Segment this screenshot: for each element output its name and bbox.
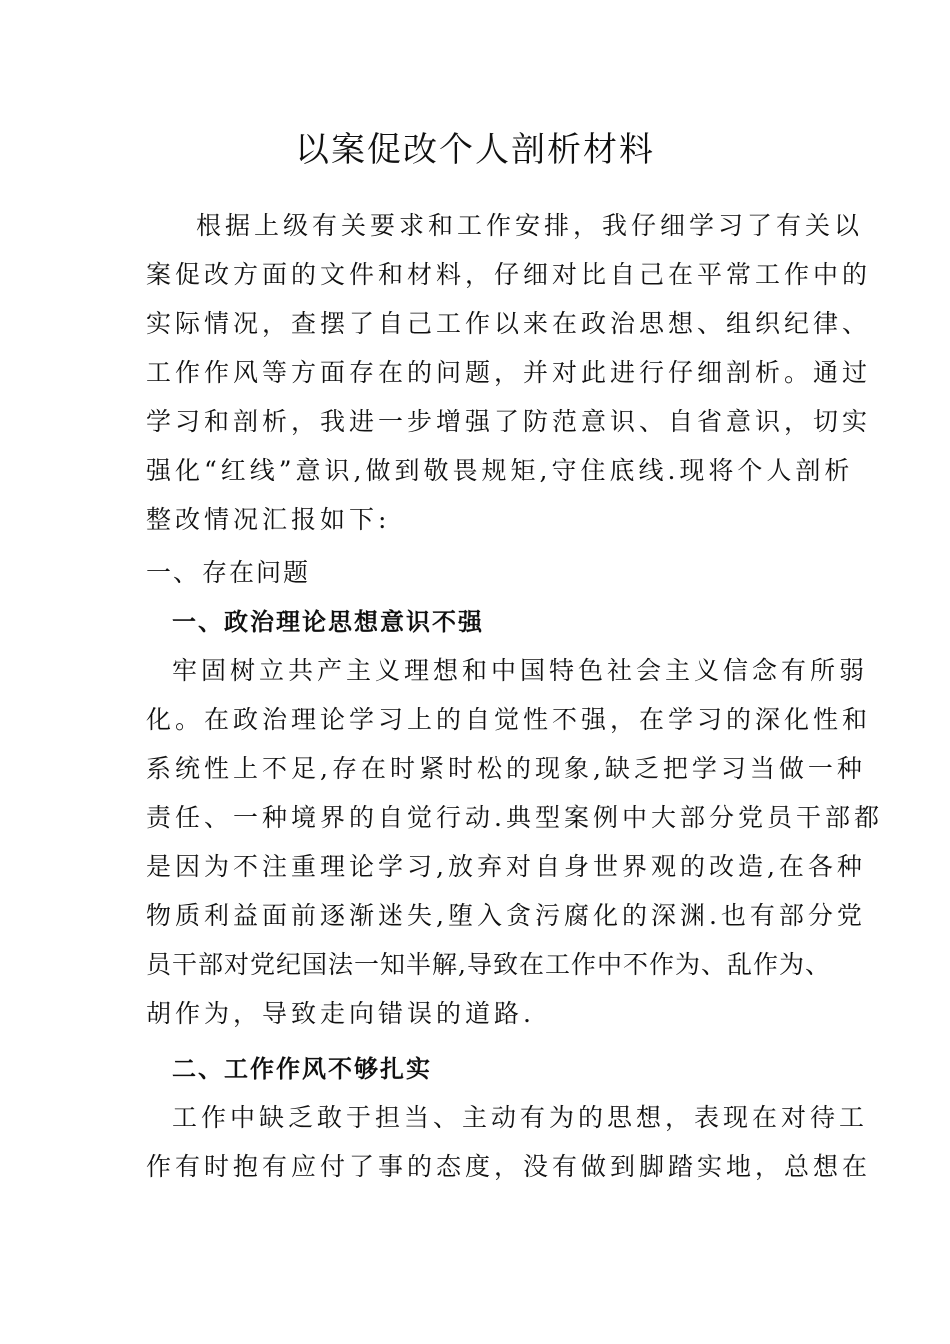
intro-line-2: 案促改方面的文件和材料，仔细对比自己在平常工作中的 (146, 260, 872, 289)
section-number: 一、 (146, 558, 201, 587)
sub1-line-5: 是因为不注重理论学习,放弃对自身世界观的改造,在各种 (146, 852, 866, 881)
sub1-line-1: 牢固树立共产主义理想和中国特色社会主义信念有所弱 (172, 656, 869, 685)
subsection-heading-1: 一、政治理论思想意识不强 (172, 608, 484, 636)
sub1-line-2: 化。在政治理论学习上的自觉性不强，在学习的深化性和 (146, 705, 872, 734)
sub1-line-6: 物质利益面前逐渐迷失,堕入贪污腐化的深渊.也有部分党 (146, 901, 866, 930)
intro-line-5: 学习和剖析，我进一步增强了防范意识、自省意识，切实 (146, 407, 872, 436)
intro-line-1: 根据上级有关要求和工作安排，我仔细学习了有关以 (196, 211, 864, 240)
document-title: 以案促改个人剖析材料 (295, 130, 655, 170)
intro-line-6: 强化“红线”意识,做到敬畏规矩,守住底线.现将个人剖析 (146, 456, 854, 485)
intro-line-7: 整改情况汇报如下: (146, 505, 391, 534)
intro-line-3: 实际情况，查摆了自己工作以来在政治思想、组织纪律、 (146, 309, 872, 338)
section-heading (146, 555, 310, 591)
sub2-line-2: 作有时抱有应付了事的态度，没有做到脚踏实地，总想在 (146, 1152, 872, 1181)
section-title: 存在问题 (202, 558, 311, 587)
intro-line-4: 工作作风等方面存在的问题，并对此进行仔细剖析。通过 (146, 358, 872, 387)
sub1-line-4: 责任、一种境界的自觉行动.典型案例中大部分党员干部都 (146, 803, 883, 832)
sub2-line-1: 工作中缺乏敢于担当、主动有为的思想，表现在对待工 (172, 1103, 869, 1132)
sub1-line-7: 员干部对党纪国法一知半解,导致在工作中不作为、乱作为、 (146, 950, 831, 979)
sub1-line-3: 系统性上不足,存在时紧时松的现象,缺乏把学习当做一种 (146, 754, 866, 783)
sub1-line-8: 胡作为，导致走向错误的道路. (146, 999, 535, 1028)
subsection-heading-2: 二、工作作风不够扎实 (172, 1055, 432, 1083)
